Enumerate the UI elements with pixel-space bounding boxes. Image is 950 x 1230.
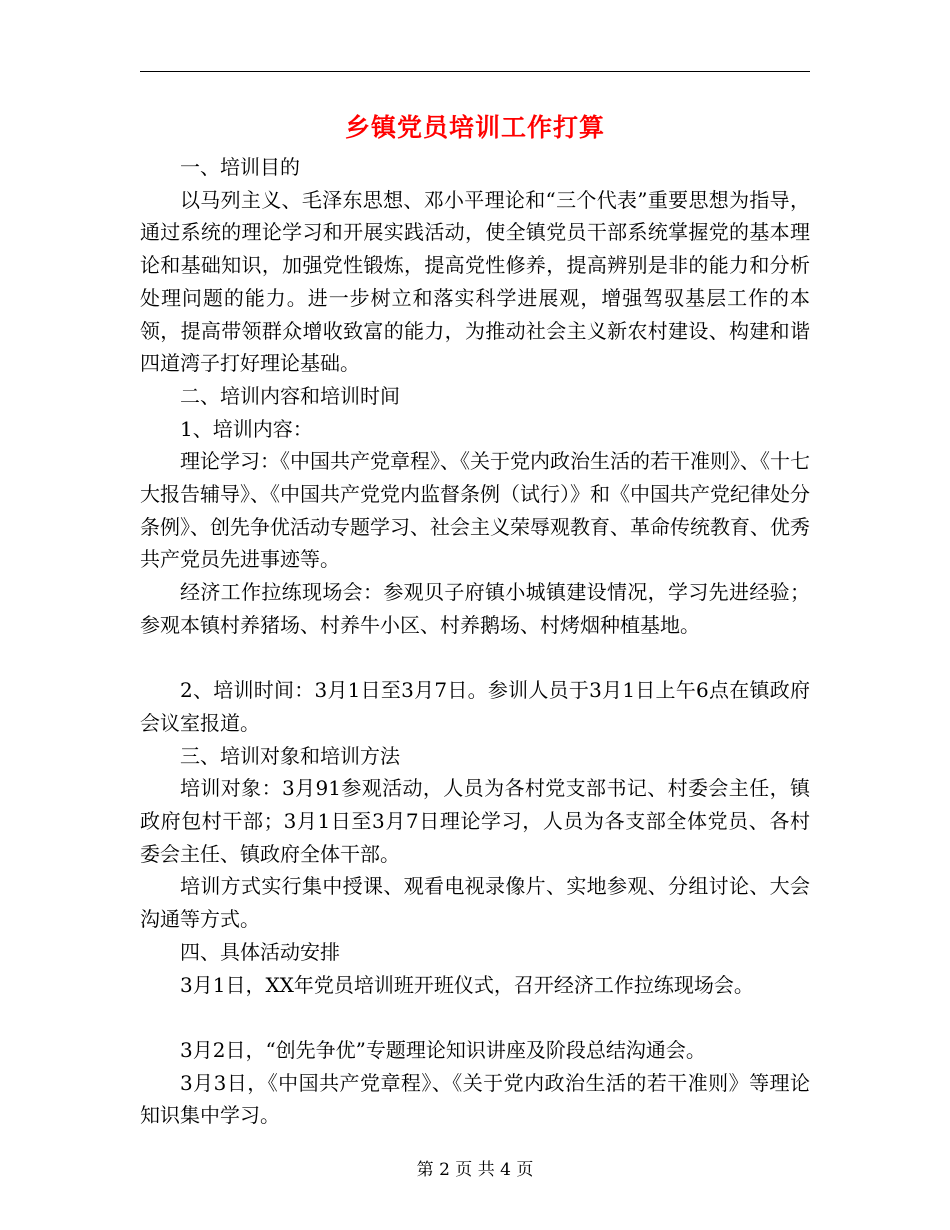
page-number: 第 2 页 共 4 页 [416,1160,534,1180]
paragraph: 理论学习：《中国共产党章程》、《关于党内政治生活的若干准则》、《十七大报告辅导》、《中国共产党党内监督条例（试行）》和《中国共产党纪律处分条例》、创先争优活动专题学习、社会主义荣辱观教育、革命传统教育、优秀共产党员先进事迹等。 [140,449,810,572]
paragraph: 培训对象：3月91参观活动，人员为各村党支部书记、村委会主任，镇政府包村干部；3月1日至3月7日理论学习，人员为各支部全体党员、各村委会主任、镇政府全体干部。 [140,776,810,866]
paragraph: 2、培训时间：3月1日至3月7日。参训人员于3月1日上午6点在镇政府会议室报道。 [140,678,810,735]
paragraph: 3月3日，《中国共产党章程》、《关于党内政治生活的若干准则》等理论知识集中学习。 [140,1070,810,1128]
section-heading: 三、培训对象和培训方法 [180,743,400,768]
paragraph: 3月2日，“创先争优”专题理论知识讲座及阶段总结沟通会。 [180,1037,706,1062]
paragraph: 3月1日，XX年党员培训班开班仪式，召开经济工作拉练现场会。 [180,972,754,997]
header-rule [140,71,810,72]
document-body [140,151,810,1132]
section-heading: 一、培训目的 [180,155,300,179]
section-heading: 二、培训内容和培训时间 [180,383,400,408]
paragraph: 培训方式实行集中授课、观看电视录像片、实地参观、分组讨论、大会沟通等方式。 [140,874,810,932]
section-heading: 四、具体活动安排 [180,939,340,964]
document-title: 乡镇党员培训工作打算 [344,113,605,142]
subsection-heading: 1、培训内容： [180,416,313,441]
paragraph: 以马列主义、毛泽东思想、邓小平理论和“三个代表”重要思想为指导，通过系统的理论学习和开展实践活动，使全镇党员干部系统掌握党的基本理论和基础知识，加强党性锻炼，提高党性修养，提高辨别是非的能力和分析处理问题的能力。进一步树立和落实科学进展观，增强驾驭基层工作的本领，提高带领群众增收致富的能力，为推动社会主义新农村建设、构建和谐四道湾子打好理论基础。 [140,187,810,376]
paragraph: 经济工作拉练现场会：参观贝子府镇小城镇建设情况，学习先进经验；参观本镇村养猪场、村养牛小区、村养鹅场、村烤烟种植基地。 [140,580,810,637]
